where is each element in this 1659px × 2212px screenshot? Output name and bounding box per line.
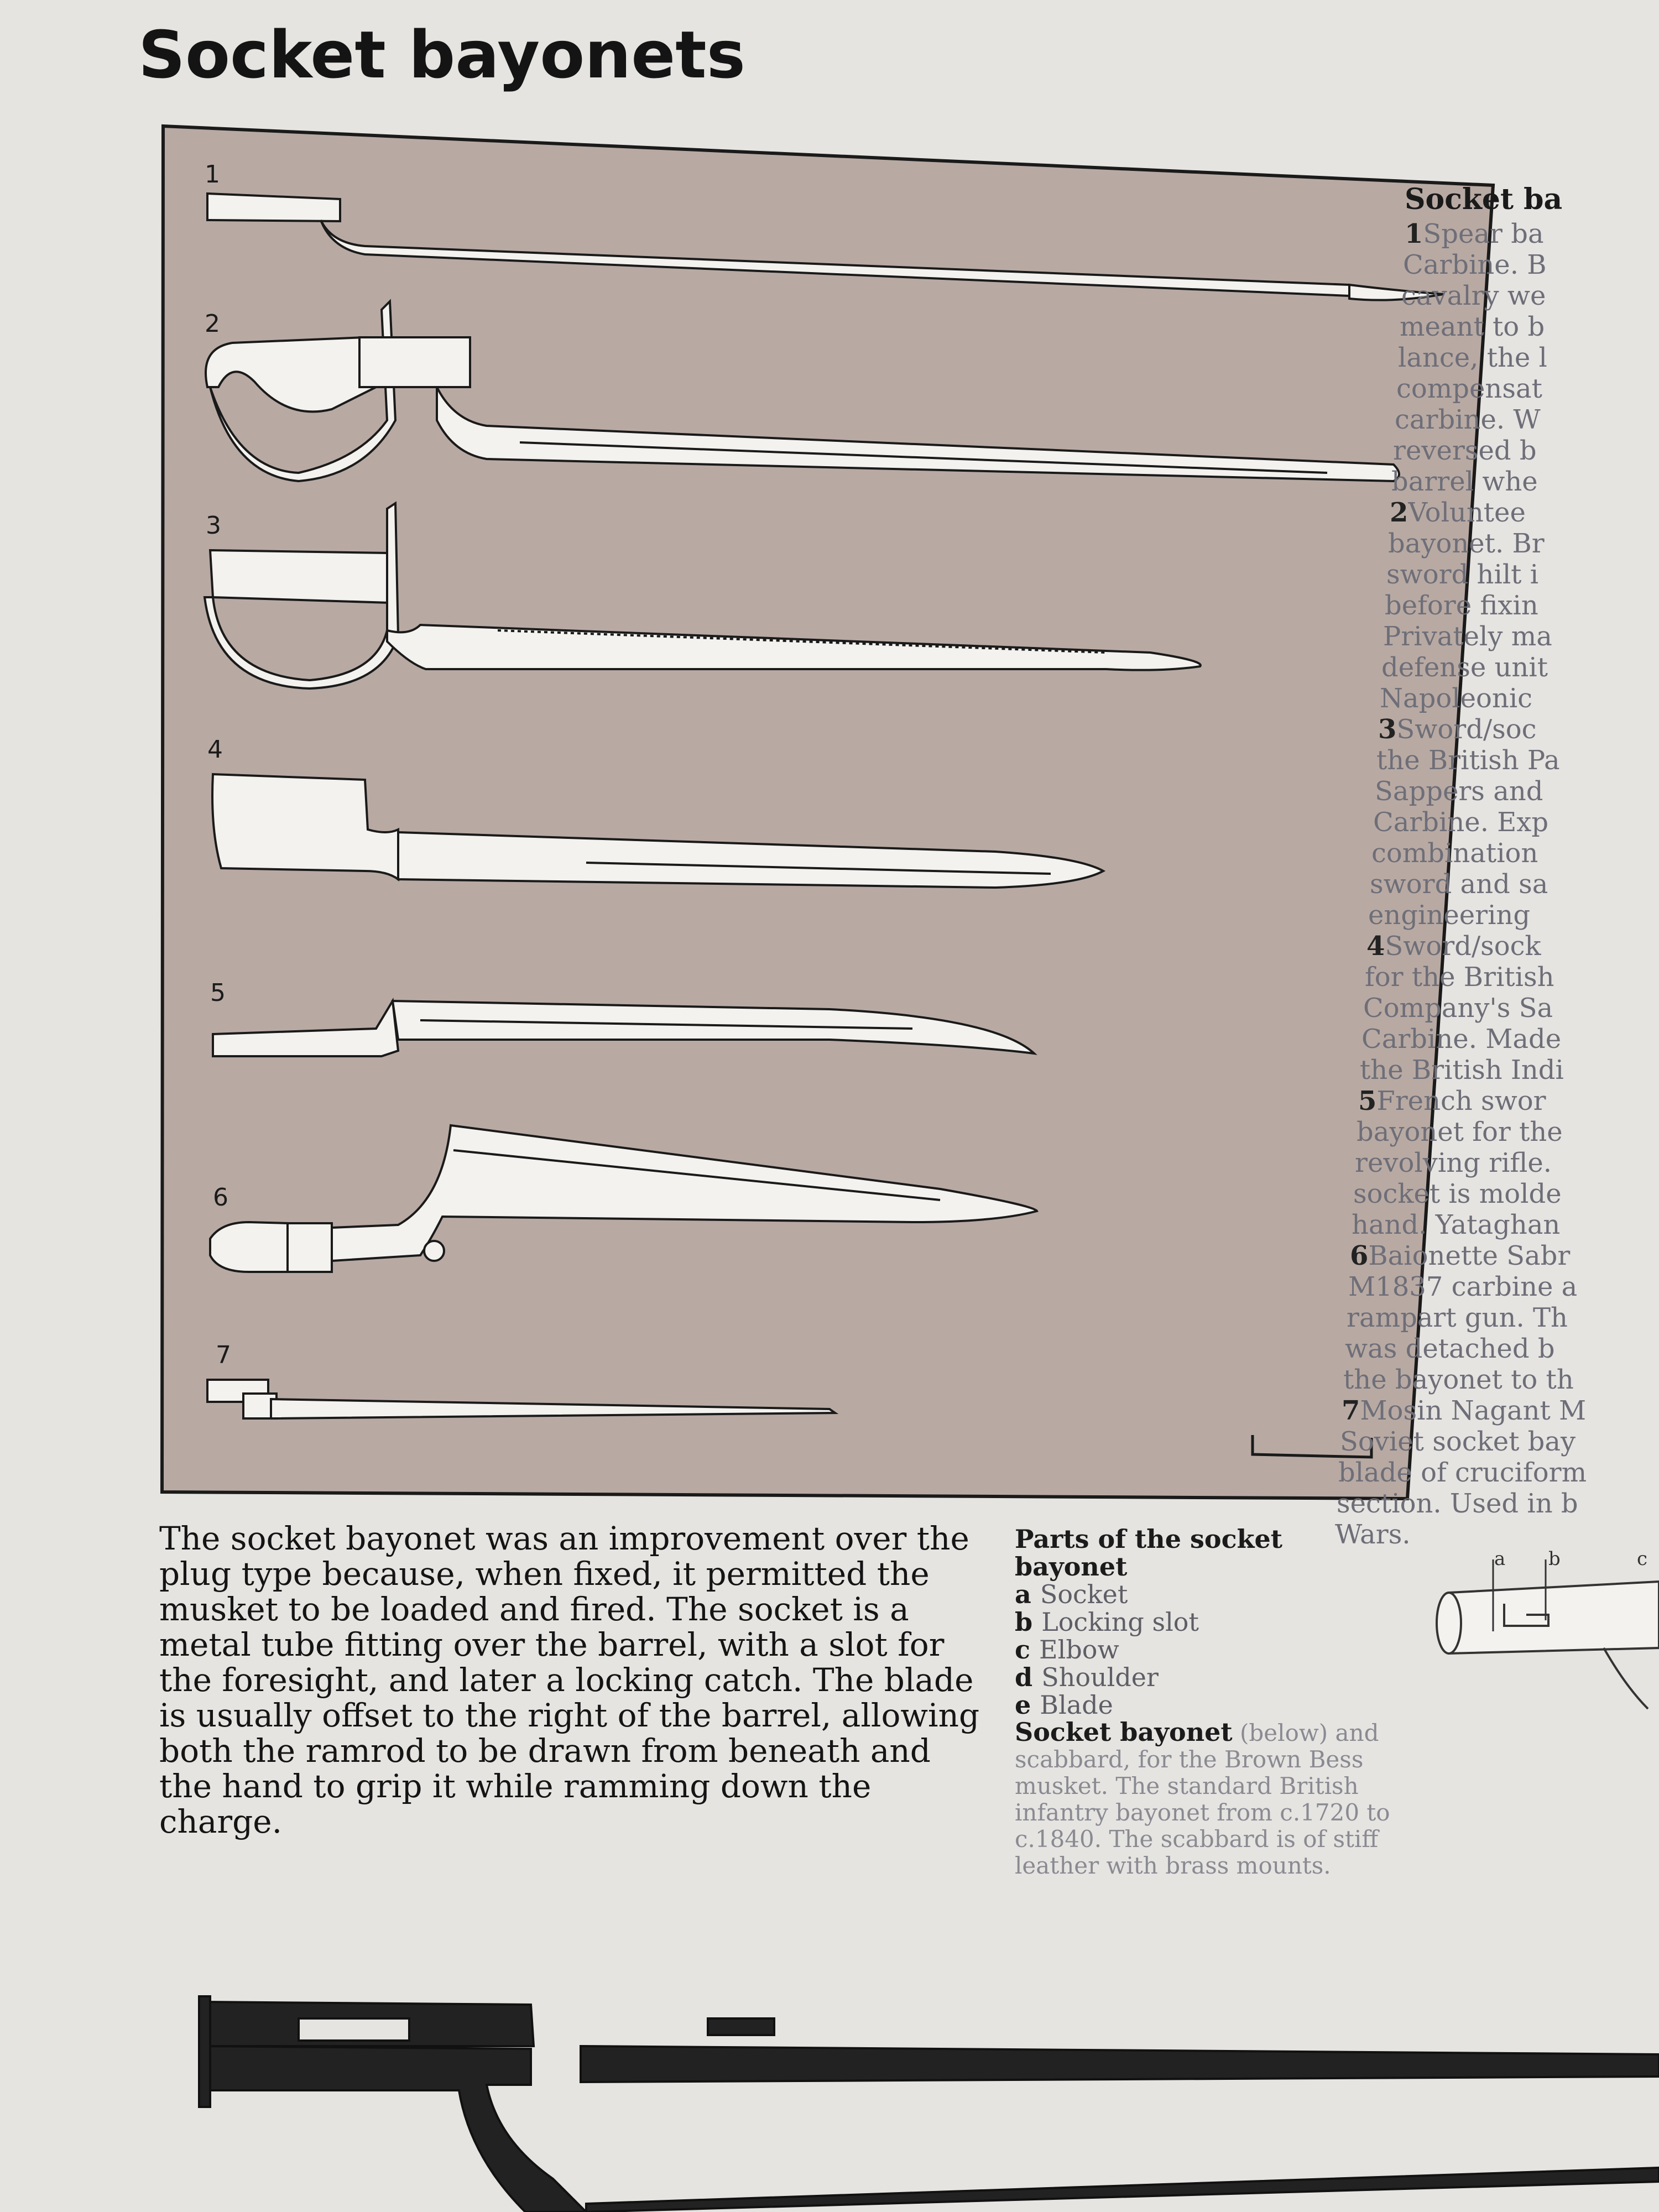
margin-line: [1342, 1395, 1659, 1426]
socket-bayonet-caption: [1015, 1719, 1402, 1879]
margin-line-text: barrel whe: [1391, 466, 1538, 497]
item-number-3: 3: [206, 512, 221, 540]
margin-line-text: Voluntee: [1408, 497, 1526, 528]
margin-item-number: 1: [1405, 218, 1423, 249]
item-number-2: 2: [205, 310, 220, 338]
margin-line-text: Sappers and: [1375, 776, 1543, 807]
margin-line: [1366, 931, 1659, 962]
margin-line-text: Carbine. B: [1403, 249, 1547, 280]
margin-line: [1380, 683, 1659, 714]
margin-line: [1361, 1024, 1659, 1055]
parts-item-letter: d: [1015, 1662, 1042, 1692]
margin-line-text: was detached b: [1345, 1333, 1555, 1364]
margin-line-text: the British Pa: [1376, 745, 1560, 776]
margin-line: [1370, 869, 1659, 900]
margin-line: [1396, 373, 1659, 404]
caption-bold: Socket bayonet: [1015, 1717, 1233, 1747]
margin-line-text: sword hilt i: [1386, 559, 1539, 590]
margin-line-text: engineering: [1368, 900, 1531, 931]
diagram-label-c: c: [1637, 1548, 1648, 1570]
margin-line-text: bayonet for the: [1357, 1117, 1563, 1147]
margin-line-text: reversed b: [1393, 435, 1537, 466]
margin-line-text: lance, the l: [1398, 342, 1547, 373]
diagram-label-b: b: [1548, 1548, 1561, 1570]
item-number-5: 5: [210, 979, 226, 1007]
margin-line-text: section. Used in b: [1337, 1488, 1578, 1519]
margin-item-number: 6: [1350, 1240, 1369, 1271]
margin-line: [1348, 1271, 1659, 1302]
margin-line: [1375, 776, 1659, 807]
margin-line-text: combination: [1371, 838, 1538, 869]
margin-line-text: rampart gun. Th: [1347, 1302, 1568, 1333]
margin-line-text: Company's Sa: [1363, 993, 1553, 1024]
margin-line-text: hand. Yataghan: [1352, 1209, 1561, 1240]
margin-line: [1347, 1302, 1659, 1333]
margin-line: [1365, 962, 1659, 993]
item-number-1: 1: [205, 160, 220, 189]
margin-line: [1398, 342, 1659, 373]
margin-line: [1358, 1086, 1659, 1117]
margin-line-text: sword and sa: [1370, 869, 1548, 900]
margin-caption-lines: [1335, 218, 1659, 1550]
item-number-6: 6: [213, 1183, 228, 1212]
margin-line: [1386, 559, 1659, 590]
margin-line: [1371, 838, 1659, 869]
margin-line: [1355, 1147, 1659, 1178]
margin-line: [1376, 745, 1659, 776]
margin-item-number: 7: [1342, 1395, 1360, 1426]
intro-paragraph: The socket bayonet was an improvement over the plug type because, when fixed, it permitted the musket to be loaded and fired. The socket is a metal tube fitting over the barrel, with a slot for the foresight, and later a locking catch. The blade is usually offset to the right of the barrel, allowing both the ramrod to be drawn from beneath and the hand to grip it while ramming down the charge.: [159, 1520, 980, 1840]
parts-item-letter: b: [1015, 1607, 1042, 1637]
margin-line: [1403, 249, 1659, 280]
parts-item: [1015, 1608, 1402, 1636]
margin-line-text: Spear ba: [1423, 218, 1544, 249]
diagram-label-a: a: [1494, 1548, 1506, 1570]
parts-item: [1015, 1580, 1402, 1608]
margin-line-text: Sword/soc: [1396, 714, 1537, 745]
margin-line: [1391, 466, 1659, 497]
page-title: Socket bayonets: [138, 17, 745, 93]
margin-line-text: Mosin Nagant M: [1360, 1395, 1587, 1426]
margin-item-number: 3: [1378, 714, 1397, 745]
margin-line-text: meant to b: [1400, 311, 1545, 342]
margin-line-text: blade of cruciform: [1338, 1457, 1587, 1488]
margin-line-text: Wars.: [1335, 1519, 1411, 1550]
margin-line-text: Carbine. Exp: [1373, 807, 1549, 838]
margin-item-number: 5: [1358, 1086, 1377, 1117]
margin-line-text: carbine. W: [1395, 404, 1541, 435]
parts-item-label: Socket: [1040, 1579, 1128, 1609]
parts-item: [1015, 1691, 1402, 1719]
parts-item: [1015, 1636, 1402, 1663]
margin-item-number: 2: [1390, 497, 1408, 528]
margin-line: [1343, 1364, 1659, 1395]
parts-section: [1015, 1525, 1402, 1879]
margin-line: [1340, 1426, 1659, 1457]
parts-list: [1015, 1580, 1402, 1719]
parts-item-label: Locking slot: [1041, 1607, 1199, 1637]
margin-line-text: defense unit: [1381, 652, 1548, 683]
margin-line: [1363, 993, 1659, 1024]
margin-line-text: the British Indi: [1360, 1055, 1564, 1086]
parts-diagram: [1437, 1559, 1659, 1709]
margin-line-text: cavalry we: [1401, 280, 1546, 311]
brown-bess-bayonet-illustration: [199, 1996, 1659, 2212]
margin-line-text: the bayonet to th: [1343, 1364, 1574, 1395]
margin-line: [1373, 807, 1659, 838]
margin-line: [1388, 528, 1659, 559]
margin-line-text: socket is molde: [1353, 1178, 1562, 1209]
margin-line: [1393, 435, 1659, 466]
margin-line: [1395, 404, 1659, 435]
margin-line-text: M1837 carbine a: [1348, 1271, 1578, 1302]
margin-line-text: before fixin: [1385, 590, 1538, 621]
parts-item-letter: c: [1015, 1635, 1040, 1665]
margin-line: [1337, 1488, 1659, 1519]
margin-line-text: Sword/sock: [1385, 931, 1541, 962]
parts-item-label: Elbow: [1039, 1635, 1119, 1665]
parts-title: Parts of the socket bayonet: [1015, 1524, 1282, 1582]
item-number-4: 4: [207, 735, 223, 764]
margin-line: [1400, 311, 1659, 342]
item-number-7: 7: [216, 1341, 231, 1369]
parts-item: [1015, 1663, 1402, 1691]
margin-line: [1385, 590, 1659, 621]
margin-captions: [1335, 182, 1659, 1550]
parts-item-letter: e: [1015, 1690, 1040, 1720]
margin-line: [1405, 218, 1659, 249]
margin-line-text: Napoleonic: [1380, 683, 1533, 714]
caption-text: (below) and scabbard, for the Brown Bess musket. The standard British infantry bayonet from c.1720 to c.1840. The scabbard is of stiff leather with brass mounts.: [1015, 1719, 1390, 1879]
margin-line-text: revolving rifle.: [1355, 1147, 1552, 1178]
margin-line: [1383, 621, 1659, 652]
margin-line: [1350, 1240, 1659, 1271]
margin-line: [1390, 497, 1659, 528]
margin-line-text: Privately ma: [1383, 621, 1552, 652]
margin-line: [1352, 1209, 1659, 1240]
margin-line: [1401, 280, 1659, 311]
margin-line-text: Baionette Sabr: [1368, 1240, 1571, 1271]
margin-line-text: bayonet. Br: [1388, 528, 1545, 559]
margin-line: [1368, 900, 1659, 931]
margin-line: [1381, 652, 1659, 683]
margin-line: [1345, 1333, 1659, 1364]
margin-line: [1338, 1457, 1659, 1488]
parts-item-label: Shoulder: [1041, 1662, 1159, 1692]
margin-line-text: Soviet socket bay: [1340, 1426, 1576, 1457]
margin-line: [1360, 1055, 1659, 1086]
margin-heading: Socket ba: [1405, 182, 1563, 216]
margin-line: [1357, 1117, 1659, 1147]
margin-line: [1353, 1178, 1659, 1209]
margin-line-text: compensat: [1396, 373, 1542, 404]
parts-item-label: Blade: [1040, 1690, 1113, 1720]
margin-line-text: for the British: [1365, 962, 1554, 993]
margin-line-text: Carbine. Made: [1361, 1024, 1562, 1055]
margin-line: [1378, 714, 1659, 745]
parts-item-letter: a: [1015, 1579, 1040, 1609]
margin-item-number: 4: [1366, 931, 1385, 962]
margin-line-text: French swor: [1376, 1086, 1546, 1117]
